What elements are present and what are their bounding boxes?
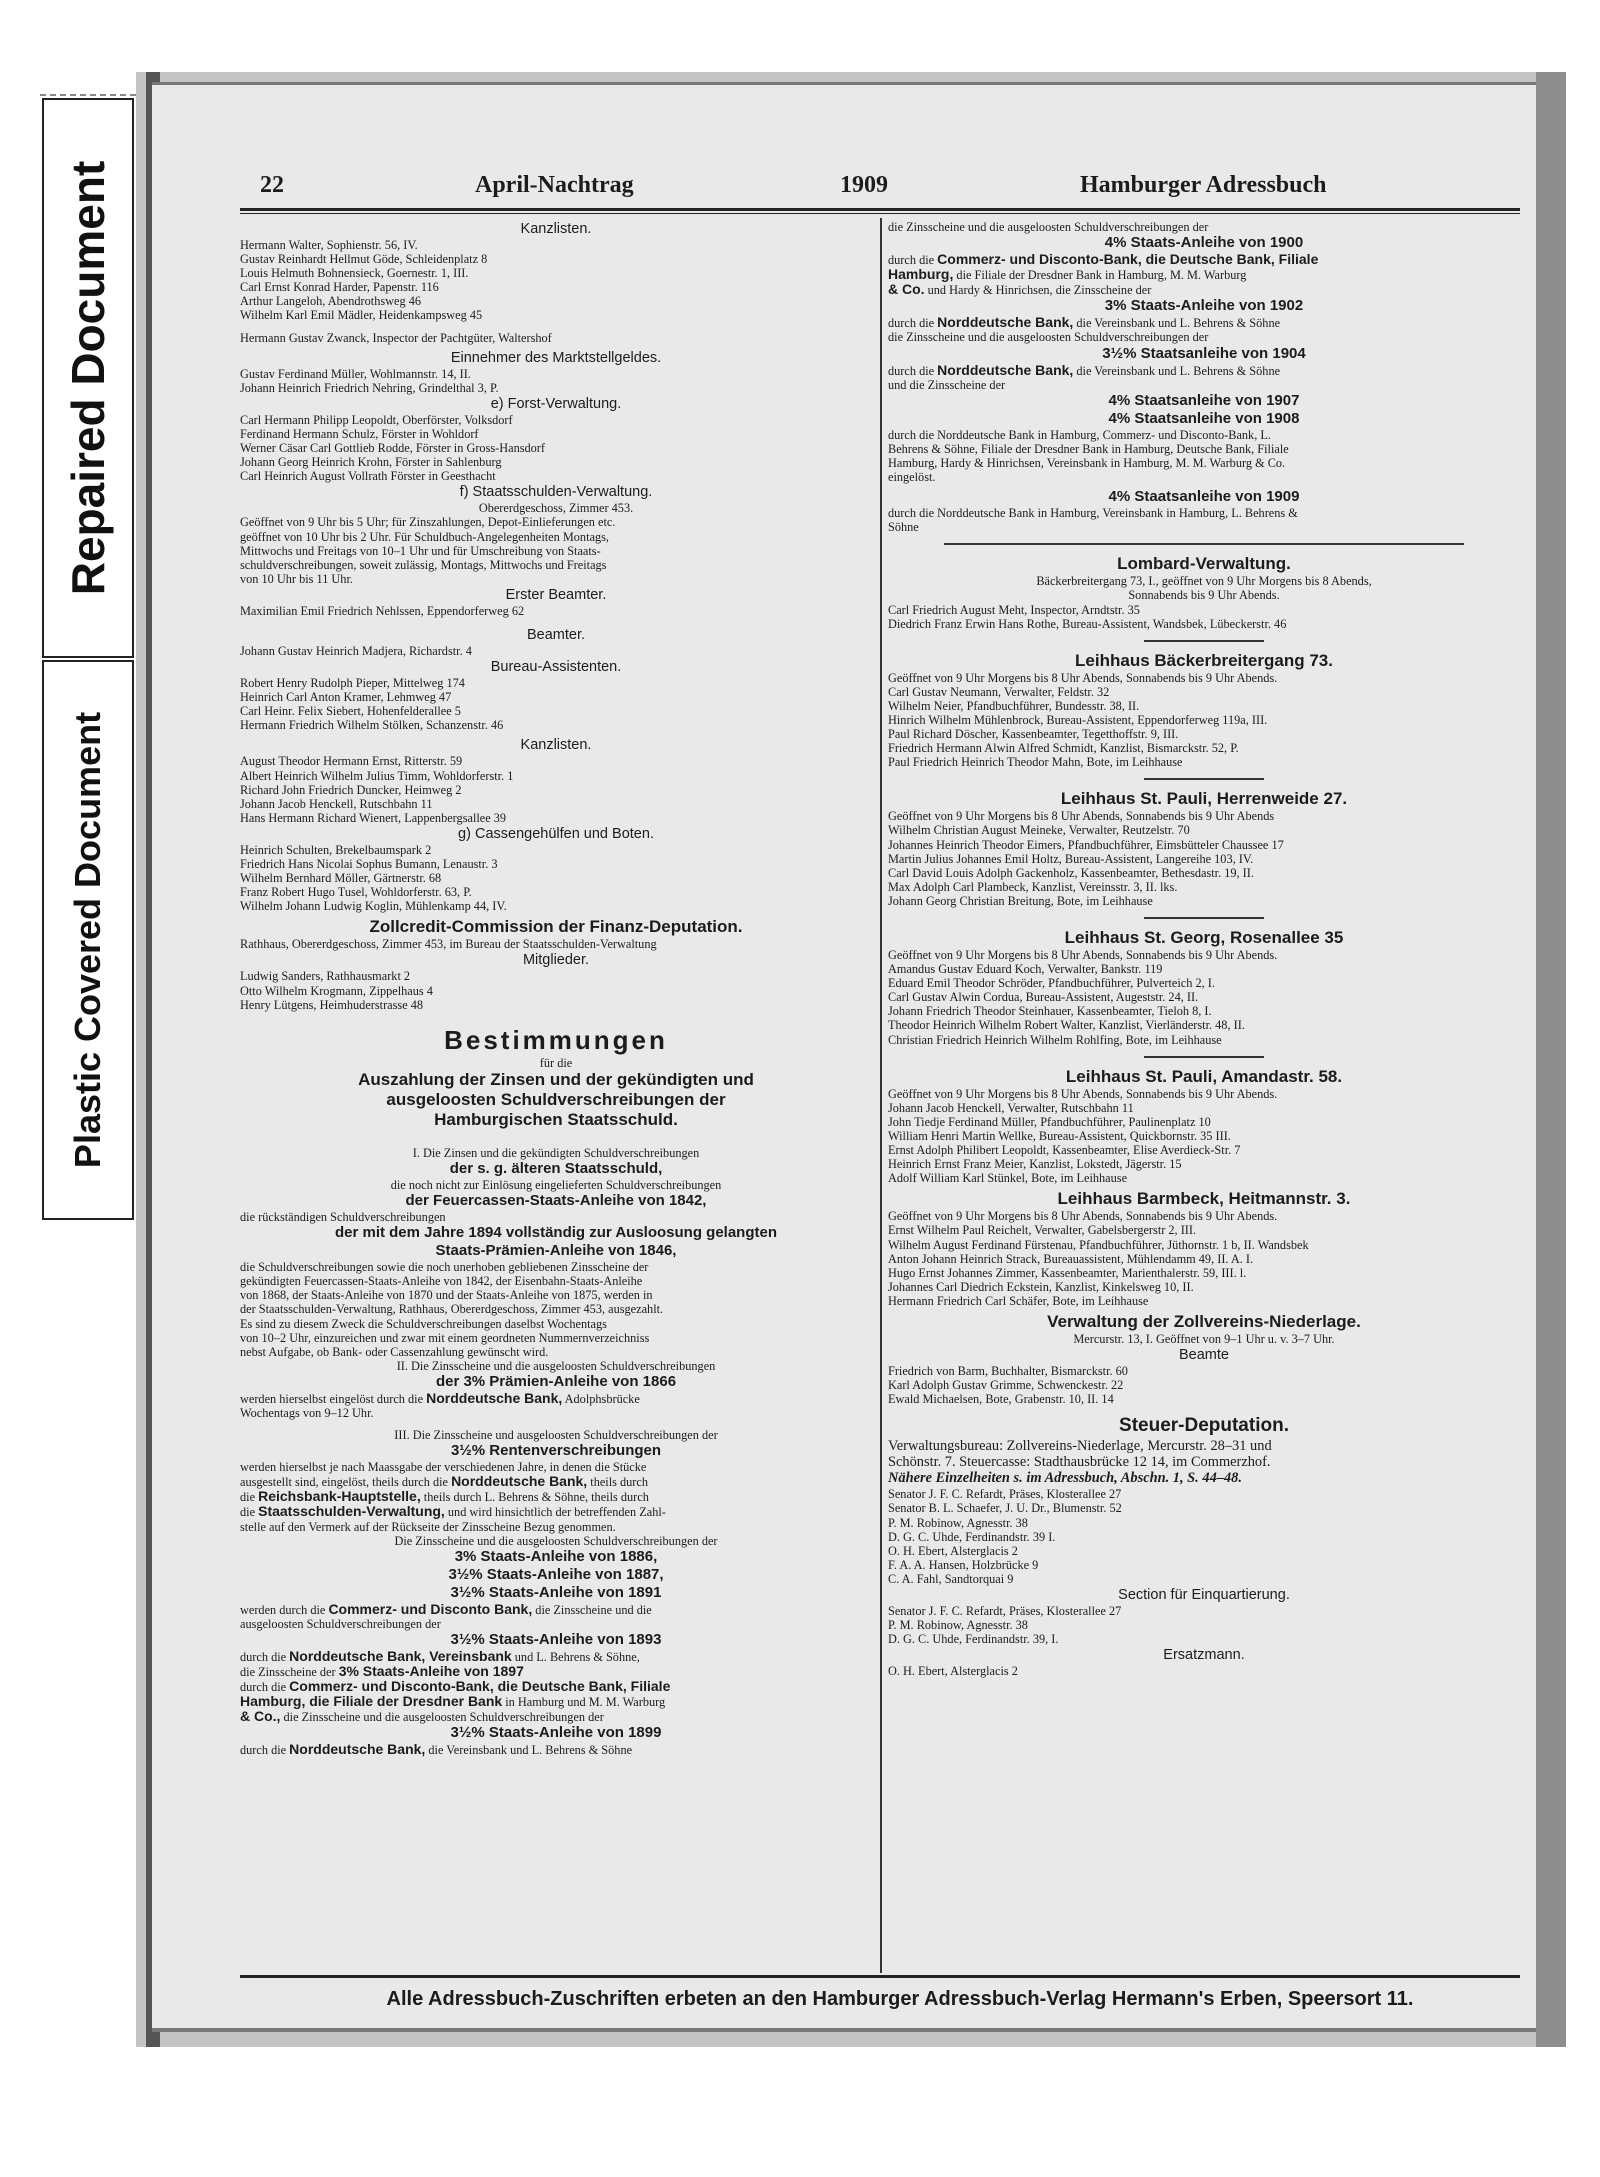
text-line: Söhne bbox=[888, 520, 919, 535]
line-text: durch die bbox=[240, 1649, 290, 1664]
bold-heading: 3½% Staats-Anleihe von 1893 bbox=[450, 1630, 662, 1648]
text-line bbox=[240, 1679, 872, 1694]
text-line: Geöffnet von 9 Uhr Morgens bis 8 Uhr Abends, Sonnabends bis 9 Uhr Abends bbox=[888, 809, 1275, 824]
text-line: und die Zinsscheine der bbox=[888, 377, 1006, 392]
text-line: Karl Adolph Gustav Grimme, Schwenckestr. 22 bbox=[888, 1378, 1124, 1393]
text-line: Ernst Adolph Philibert Leopoldt, Kassenbeamter, Elise Averdieck-Str. 7 bbox=[888, 1143, 1241, 1158]
text-line: die noch nicht zur Einlösung eingelieferten Schuldverschreibungen bbox=[390, 1177, 722, 1192]
bold-heading: 4% Staats-Anleihe von 1900 bbox=[1104, 234, 1304, 252]
bold-heading: 4% Staatsanleihe von 1908 bbox=[1108, 409, 1300, 427]
section-rule bbox=[1144, 640, 1264, 642]
text-line: Rathhaus, Obererdgeschoss, Zimmer 453, im Bureau der Staatsschulden-Verwaltung bbox=[240, 937, 657, 952]
text-line: die Zinsscheine und die ausgeloosten Schuldverschreibungen der bbox=[888, 330, 1209, 345]
text-line: Carl Gustav Alwin Cordua, Bureau-Assistent, Augeststr. 24, II. bbox=[888, 990, 1199, 1005]
text-line: Max Adolph Carl Plambeck, Kanzlist, Vereinsstr. 3, II. lks. bbox=[888, 879, 1178, 894]
text-line: John Tiedje Ferdinand Müller, Pfandbuchführer, Paulinenplatz 10 bbox=[888, 1114, 1211, 1129]
text-line: Martin Julius Johannes Emil Holtz, Bureau-Assistent, Langereihe 103, IV. bbox=[888, 851, 1254, 866]
text-line bbox=[240, 1709, 872, 1724]
footer-rule bbox=[240, 1975, 1520, 1978]
text-line: die Zinsscheine und die ausgeloosten Schuldverschreibungen der bbox=[888, 220, 1209, 234]
section-rule bbox=[1144, 1056, 1264, 1058]
dashed-edge-line bbox=[40, 94, 136, 96]
bold-heading: 3½% Rentenverschreibungen bbox=[450, 1442, 662, 1460]
line-text: in Hamburg und M. M. Warburg bbox=[502, 1695, 666, 1710]
section-heading: Kanzlisten. bbox=[520, 737, 592, 754]
text-line: Wilhelm Bernhard Möller, Gärtnerstr. 68 bbox=[240, 871, 442, 886]
text-line: Louis Helmuth Bohnensieck, Goernestr. 1, III. bbox=[240, 266, 469, 281]
text-line: Ludwig Sanders, Rathhausmarkt 2 bbox=[240, 969, 411, 984]
text-line: Hamburg, Hardy & Hinrichsen, Vereinsbank in Hamburg, M. M. Warburg & Co. bbox=[888, 455, 1286, 470]
spacer bbox=[240, 618, 872, 626]
section-heading: Einnehmer des Marktstellgeldes. bbox=[450, 349, 662, 366]
bold-heading: 3% Staats-Anleihe von 1886, bbox=[454, 1547, 658, 1565]
text-line bbox=[240, 1664, 872, 1679]
text-line: Sonnabends bis 9 Uhr Abends. bbox=[1128, 588, 1280, 603]
text-line: Hermann Gustav Zwanck, Inspector der Pachtgüter, Waltershof bbox=[240, 330, 552, 345]
text-line: Heinrich Ernst Franz Meier, Kanzlist, Lokstedt, Jägerstr. 15 bbox=[888, 1157, 1182, 1172]
text-line: Heinrich Carl Anton Kramer, Lehmweg 47 bbox=[240, 690, 452, 705]
text-line: die rückständigen Schuldverschreibungen bbox=[240, 1210, 446, 1225]
text-line: Robert Henry Rudolph Pieper, Mittelweg 174 bbox=[240, 676, 465, 691]
text-line: eingelöst. bbox=[888, 470, 936, 485]
bold-heading: 4% Staatsanleihe von 1909 bbox=[1108, 488, 1300, 506]
line-text: und wird hinsichtlich der betreffenden Zahl- bbox=[444, 1505, 666, 1520]
line-text: durch die bbox=[240, 1680, 290, 1695]
text-line bbox=[240, 1742, 872, 1757]
line-text: durch die bbox=[888, 316, 938, 331]
line-text: die bbox=[240, 1505, 259, 1520]
section-title: Zollcredit-Commission der Finanz-Deputation. bbox=[369, 917, 743, 937]
text-line: Johannes Carl Diedrich Eckstein, Kanzlist, Kinkelsweg 10, II. bbox=[888, 1279, 1194, 1294]
spacer bbox=[240, 323, 872, 331]
bold-heading: 3½% Staatsanleihe von 1904 bbox=[1102, 344, 1306, 362]
text-line bbox=[240, 1504, 872, 1519]
line-text: durch die bbox=[888, 253, 938, 268]
spacer bbox=[888, 1406, 1520, 1414]
text-line: Senator J. F. C. Refardt, Präses, Klosterallee 27 bbox=[888, 1487, 1122, 1502]
bank-name: Norddeutsche Bank, bbox=[937, 362, 1074, 378]
bold-heading: 4% Staatsanleihe von 1907 bbox=[1108, 391, 1300, 409]
text-line: Carl Hermann Philipp Leopoldt, Oberförster, Volksdorf bbox=[240, 412, 513, 427]
text-line bbox=[888, 363, 1520, 378]
text-line: Die Zinsscheine und die ausgeloosten Schuldverschreibungen der bbox=[394, 1533, 718, 1548]
text-line: Geöffnet von 9 Uhr Morgens bis 8 Uhr Abends, Sonnabends bis 9 Uhr Abends. bbox=[888, 948, 1278, 962]
text-line: Johann Jacob Henckell, Rutschbahn 11 bbox=[240, 796, 433, 811]
section-heading: g) Cassengehülfen und Boten. bbox=[458, 825, 654, 842]
text-line bbox=[888, 252, 1520, 267]
section-rule bbox=[1144, 778, 1264, 780]
text-line: Amandus Gustav Eduard Koch, Verwalter, Bankstr. 119 bbox=[888, 962, 1163, 977]
text-line: Hermann Friedrich Wilhelm Stölken, Schanzenstr. 46 bbox=[240, 718, 504, 733]
text-line: Senator B. L. Schaefer, J. U. Dr., Blumenstr. 52 bbox=[888, 1501, 1122, 1516]
text-line: D. G. C. Uhde, Ferdinandstr. 39, I. bbox=[888, 1632, 1059, 1647]
left-column bbox=[240, 220, 872, 1757]
text-line: Paul Richard Döscher, Kassenbeamter, Tegetthoffstr. 9, III. bbox=[888, 727, 1179, 742]
line-text: die Vereinsbank und L. Behrens & Söhne bbox=[1073, 316, 1281, 331]
header-title: Hamburger Adressbuch bbox=[1080, 172, 1327, 198]
line-text: die Zinsscheine und die ausgeloosten Schuldverschreibungen der bbox=[280, 1710, 604, 1725]
text-line: Hans Hermann Richard Wienert, Lappenbergsallee 39 bbox=[240, 810, 507, 825]
text-line: II. Die Zinsscheine und die ausgeloosten Schuldverschreibungen bbox=[396, 1358, 716, 1373]
text-line: Paul Friedrich Heinrich Theodor Mahn, Bote, im Leihhause bbox=[888, 755, 1183, 770]
text-line: Hinrich Wilhelm Mühlenbrock, Bureau-Assistent, Eppendorferweg 119a, III. bbox=[888, 712, 1268, 727]
line-text: die Vereinsbank und L. Behrens & Söhne bbox=[425, 1743, 633, 1758]
section-title: Leihhaus Barmbeck, Heitmannstr. 3. bbox=[1057, 1189, 1351, 1209]
text-line: Geöffnet von 9 Uhr Morgens bis 8 Uhr Abends, Sonnabends bis 9 Uhr Abends. bbox=[888, 1086, 1278, 1101]
bank-name: Norddeutsche Bank, bbox=[451, 1474, 588, 1490]
bold-heading: der 3% Prämien-Anleihe von 1866 bbox=[435, 1372, 677, 1390]
text-line: Gustav Reinhardt Hellmut Göde, Schleidenplatz 8 bbox=[240, 252, 488, 267]
text-line: Behrens & Söhne, Filiale der Dresdner Bank in Hamburg, Deutsche Bank, Filiale bbox=[888, 441, 1289, 456]
reference-note: Nähere Einzelheiten s. im Adressbuch, Abschn. 1, S. 44–48. bbox=[888, 1470, 1242, 1487]
bold-heading: Staats-Prämien-Anleihe von 1846, bbox=[435, 1242, 677, 1260]
text-line: F. A. A. Hansen, Holzbrücke 9 bbox=[888, 1557, 1039, 1572]
bank-name: Commerz- und Disconto-Bank, die Deutsche Bank, Filiale bbox=[289, 1679, 671, 1695]
text-line: P. M. Robinow, Agnesstr. 38 bbox=[888, 1515, 1028, 1530]
text-line: Johann Gustav Heinrich Madjera, Richardstr. 4 bbox=[240, 643, 472, 658]
text-line bbox=[240, 1391, 872, 1406]
line-text: die Zinsscheine und die bbox=[532, 1602, 652, 1617]
text-line: Adolf William Karl Stünkel, Bote, im Leihhause bbox=[888, 1171, 1128, 1186]
text-line: Friedrich Hermann Alwin Alfred Schmidt, Kanzlist, Bismarckstr. 52, P. bbox=[888, 741, 1239, 756]
spacer bbox=[240, 1420, 872, 1428]
section-title: Leihhaus Bäckerbreitergang 73. bbox=[1075, 650, 1333, 670]
text-line: Theodor Heinrich Wilhelm Robert Walter, Kanzlist, Vierländerstr. 48, II. bbox=[888, 1018, 1245, 1033]
bank-name: Hamburg, die Filiale der Dresdner Bank bbox=[240, 1694, 503, 1710]
text-line: der Staatsschulden-Verwaltung, Rathhaus, Obererdgeschoss, Zimmer 453, ausgezahlt. bbox=[240, 1302, 664, 1317]
bank-name: Commerz- und Disconto Bank, bbox=[328, 1601, 533, 1617]
line-text: die bbox=[240, 1490, 259, 1505]
text-line: Es sind zu diesem Zweck die Schuldverschreibungen daselbst Wochentags bbox=[240, 1316, 607, 1331]
text-line: Johann Georg Heinrich Krohn, Förster in Sahlenburg bbox=[240, 455, 502, 470]
text-line: Ernst Wilhelm Paul Reichelt, Verwalter, Gabelsbergerstr 2, III. bbox=[888, 1223, 1197, 1238]
section-title: Hamburgischen Staatsschuld. bbox=[434, 1109, 678, 1129]
text-line: Ewald Michaelsen, Bote, Grabenstr. 10, II. 14 bbox=[888, 1392, 1114, 1407]
text-line: Franz Robert Hugo Tusel, Wohldorferstr. 63, P. bbox=[240, 885, 472, 900]
right-column bbox=[888, 220, 1520, 1678]
text-line: Wilhelm Johann Ludwig Koglin, Mühlenkamp 44, IV. bbox=[240, 899, 507, 914]
repaired-document-text: Repaired Document bbox=[62, 160, 114, 596]
text-line: stelle auf den Vermerk auf der Rückseite der Zinsscheine Bezug genommen. bbox=[240, 1519, 616, 1534]
text-line bbox=[240, 1649, 872, 1664]
text-line: Hermann Friedrich Carl Schäfer, Bote, im Leihhause bbox=[888, 1293, 1149, 1308]
section-title: Verwaltung der Zollvereins-Niederlage. bbox=[1047, 1311, 1361, 1331]
section-heading: Section für Einquartierung. bbox=[1118, 1587, 1290, 1603]
text-line bbox=[888, 315, 1520, 330]
text-line: Hermann Walter, Sophienstr. 56, IV. bbox=[240, 238, 418, 252]
section-title: Auszahlung der Zinsen und der gekündigten und bbox=[358, 1069, 754, 1089]
page-header bbox=[240, 168, 1520, 210]
section-title: Leihhaus St. Georg, Rosenallee 35 bbox=[1064, 928, 1344, 947]
text-line: Christian Friedrich Heinrich Wilhelm Rohlfing, Bote, im Leihhause bbox=[888, 1032, 1222, 1047]
text-line: durch die Norddeutsche Bank in Hamburg, Commerz- und Disconto-Bank, L. bbox=[888, 427, 1271, 442]
main-title: Bestimmungen bbox=[444, 1024, 668, 1055]
plastic-covered-text: Plastic Covered Document bbox=[67, 711, 108, 1169]
section-heading: Erster Beamter. bbox=[505, 586, 607, 603]
page-right-shadow bbox=[1536, 72, 1566, 2047]
text-line: Eduard Emil Theodor Schröder, Pfandbuchführer, Pulverteich 2, I. bbox=[888, 976, 1215, 991]
text-line: Friedrich Hans Nicolai Sophus Bumann, Lenaustr. 3 bbox=[240, 857, 498, 871]
text-line bbox=[240, 1489, 872, 1504]
text-line: Schönstr. 7. Steuercasse: Stadthausbrücke 12 14, im Commerzhof. bbox=[888, 1454, 1271, 1471]
text-line: werden hierselbst je nach Maassgabe der verschiedenen Jahre, in denen die Stücke bbox=[240, 1460, 647, 1475]
text-line: Carl Ernst Konrad Harder, Papenstr. 116 bbox=[240, 280, 439, 295]
text-line: Heinrich Schulten, Brekelbaumspark 2 bbox=[240, 842, 432, 857]
line-text: theils durch L. Behrens & Söhne, theils durch bbox=[420, 1490, 649, 1505]
text-line bbox=[240, 1694, 872, 1709]
text-line: nebst Aufgabe, ob Bank- oder Cassenzahlung gewünscht wird. bbox=[240, 1344, 549, 1359]
text-line: Senator J. F. C. Refardt, Präses, Klosterallee 27 bbox=[888, 1604, 1122, 1618]
bold-heading: 3½% Staats-Anleihe von 1887, bbox=[448, 1565, 664, 1583]
footer-note: Alle Adressbuch-Zuschriften erbeten an den Hamburger Adressbuch-Verlag Hermann's Erben, Speersort 11. bbox=[386, 1988, 1414, 2010]
text-line: C. A. Fahl, Sandtorquai 9 bbox=[888, 1571, 1014, 1586]
text-line: die Schuldverschreibungen sowie die noch unerhoben gebliebenen Zinsscheine der bbox=[240, 1260, 649, 1275]
text-line: Anton Johann Heinrich Strack, Bureauassistent, Mühlendamm 49, II. A. I. bbox=[888, 1251, 1254, 1266]
header-rule-thin bbox=[240, 213, 1520, 214]
line-text: ausgestellt sind, eingelöst, theils durch die bbox=[240, 1475, 452, 1490]
bank-name: Norddeutsche Bank, bbox=[289, 1742, 426, 1758]
bank-name: Norddeutsche Bank, bbox=[426, 1390, 563, 1406]
text-line: Albert Heinrich Wilhelm Julius Timm, Wohldorferstr. 1 bbox=[240, 768, 514, 783]
section-rule bbox=[1144, 917, 1264, 919]
bank-name: Norddeutsche Bank, bbox=[937, 315, 1074, 331]
text-line: Wochentags von 9–12 Uhr. bbox=[240, 1405, 374, 1420]
bold-heading: der Feuercassen-Staats-Anleihe von 1842, bbox=[405, 1192, 707, 1210]
section-title: Leihhaus St. Pauli, Amandastr. 58. bbox=[1065, 1066, 1343, 1086]
text-line bbox=[888, 267, 1520, 282]
text-line: von 10 Uhr bis 11 Uhr. bbox=[240, 571, 353, 586]
text-line: Carl Heinr. Felix Siebert, Hohenfelderallee 5 bbox=[240, 704, 461, 719]
line-text: theils durch bbox=[587, 1475, 648, 1490]
text-line: P. M. Robinow, Agnesstr. 38 bbox=[888, 1618, 1028, 1633]
text-line: I. Die Zinsen und die gekündigten Schuldverschreibungen bbox=[412, 1145, 700, 1160]
section-heading: f) Staatsschulden-Verwaltung. bbox=[459, 484, 653, 501]
bold-heading: 3½% Staats-Anleihe von 1899 bbox=[450, 1724, 662, 1742]
line-text: die Vereinsbank und L. Behrens & Söhne bbox=[1073, 363, 1281, 378]
text-line: Mercurstr. 13, I. Geöffnet von 9–1 Uhr u. v. 3–7 Uhr. bbox=[1073, 1331, 1335, 1346]
page-number: 22 bbox=[260, 172, 284, 198]
text-line: Johann Jacob Henckell, Verwalter, Rutschbahn 11 bbox=[888, 1100, 1134, 1115]
section-heading: Mitglieder. bbox=[522, 952, 590, 969]
text-line: Wilhelm August Ferdinand Fürstenau, Pfandbuchführer, Jüthornstr. 1 b, II. Wandsbek bbox=[888, 1237, 1309, 1252]
bank-name: Norddeutsche Bank, Vereinsbank bbox=[289, 1648, 512, 1664]
line-text: und L. Behrens & Söhne, bbox=[511, 1649, 640, 1664]
text-line: Geöffnet von 9 Uhr Morgens bis 8 Uhr Abends, Sonnabends bis 9 Uhr Abends. bbox=[888, 670, 1278, 685]
bold-heading: der s. g. älteren Staatsschuld, bbox=[449, 1159, 663, 1177]
line-text: durch die bbox=[240, 1743, 290, 1758]
text-line: Arthur Langeloh, Abendrothsweg 46 bbox=[240, 294, 422, 309]
header-year: 1909 bbox=[840, 172, 888, 198]
text-line bbox=[240, 1602, 872, 1617]
text-line: O. H. Ebert, Alsterglacis 2 bbox=[888, 1664, 1018, 1679]
text-line bbox=[888, 282, 1520, 297]
text-line: Carl Heinrich August Vollrath Förster in Geesthacht bbox=[240, 469, 496, 484]
text-line: III. Die Zinsscheine und ausgeloosten Schuldverschreibungen der bbox=[394, 1428, 718, 1443]
section-heading: Ersatzmann. bbox=[1163, 1647, 1245, 1664]
text-line bbox=[240, 1474, 872, 1489]
bank-name: Staatsschulden-Verwaltung, bbox=[258, 1504, 445, 1520]
text-line: Obererdgeschoss, Zimmer 453. bbox=[478, 501, 634, 516]
bold-heading: 3½% Staats-Anleihe von 1891 bbox=[450, 1583, 662, 1601]
section-rule bbox=[944, 543, 1464, 545]
section-heading: Kanzlisten. bbox=[520, 221, 592, 237]
text-line: Carl Gustav Neumann, Verwalter, Feldstr. 32 bbox=[888, 684, 1110, 699]
text-line: Carl Friedrich August Meht, Inspector, Arndtstr. 35 bbox=[888, 602, 1140, 617]
line-text: durch die bbox=[888, 363, 938, 378]
text-line: Johann Heinrich Friedrich Nehring, Grindelthal 3, P. bbox=[240, 380, 499, 395]
bank-name: Reichsbank-Hauptstelle, bbox=[258, 1489, 421, 1505]
line-text: die Zinsscheine der bbox=[240, 1665, 339, 1679]
text-line: Bäckerbreitergang 73, I., geöffnet von 9 Uhr Morgens bis 8 Abends, bbox=[1036, 574, 1372, 589]
text-line: Werner Cäsar Carl Gottlieb Rodde, Förster in Gross-Hansdorf bbox=[240, 441, 545, 456]
text-line: Geöffnet von 9 Uhr Morgens bis 8 Uhr Abends, Sonnabends bis 9 Uhr Abends. bbox=[888, 1209, 1278, 1224]
bank-name: Commerz- und Disconto-Bank, die Deutsche Bank, Filiale bbox=[937, 252, 1319, 268]
text-line: Henry Lütgens, Heimhuderstrasse 48 bbox=[240, 997, 424, 1012]
line-text: werden durch die bbox=[240, 1602, 329, 1617]
bank-name: & Co., bbox=[240, 1709, 281, 1725]
text-line: Hugo Ernst Johannes Zimmer, Kassenbeamter, Marienthalerstr. 59, III. l. bbox=[888, 1265, 1247, 1280]
text-line: Ferdinand Hermann Schulz, Förster in Wohldorf bbox=[240, 426, 479, 441]
spacer bbox=[240, 1012, 872, 1024]
bank-name: & Co. bbox=[888, 282, 925, 298]
text-line: Maximilian Emil Friedrich Nehlssen, Eppendorferweg 62 bbox=[240, 603, 525, 618]
major-heading: Steuer-Deputation. bbox=[1119, 1415, 1289, 1437]
section-title: ausgeloosten Schuldverschreibungen der bbox=[386, 1089, 726, 1109]
line-text: die Filiale der Dresdner Bank in Hamburg, M. M. Warburg bbox=[953, 268, 1247, 283]
text-line: Gustav Ferdinand Müller, Wohlmannstr. 14, II. bbox=[240, 366, 471, 381]
text-line: Wilhelm Christian August Meineke, Verwalter, Reutzelstr. 70 bbox=[888, 823, 1190, 838]
text-line: D. G. C. Uhde, Ferdinandstr. 39 I. bbox=[888, 1529, 1056, 1544]
text-line: Wilhelm Karl Emil Mädler, Heidenkampsweg 45 bbox=[240, 308, 483, 323]
plastic-covered-label bbox=[42, 660, 134, 1220]
text-line: Mittwochs und Freitags von 10–1 Uhr und für Umschreibung von Staats- bbox=[240, 543, 601, 558]
text-line: Otto Wilhelm Krogmann, Zippelhaus 4 bbox=[240, 983, 433, 998]
section-title: Lombard-Verwaltung. bbox=[1117, 554, 1291, 574]
text-line: Richard John Friedrich Duncker, Heimweg 2 bbox=[240, 782, 462, 797]
text-line: von 1868, der Staats-Anleihe von 1870 und der Staats-Anleihe von 1875, werden in bbox=[240, 1288, 653, 1303]
text-line: Verwaltungsbureau: Zollvereins-Niederlage, Mercurstr. 28–31 und bbox=[888, 1438, 1272, 1455]
section-heading: e) Forst-Verwaltung. bbox=[490, 395, 622, 412]
text-line: schuldverschreibungen, soweit zulässig, Montags, Mittwochs und Freitags bbox=[240, 557, 607, 572]
text-line: Carl David Louis Adolph Gackenholz, Kassenbeamter, Bethesdastr. 19, II. bbox=[888, 865, 1254, 880]
text-line: Wilhelm Neier, Pfandbuchführer, Bundesstr. 38, II. bbox=[888, 698, 1140, 713]
text-line: William Henri Martin Wellke, Bureau-Assistent, Quickbornstr. 35 III. bbox=[888, 1128, 1231, 1143]
text-line: gekündigten Feuercassen-Staats-Anleihe von 1842, der Eisenbahn-Staats-Anleihe bbox=[240, 1274, 643, 1289]
line-text: und Hardy & Hinrichsen, die Zinsscheine der bbox=[924, 283, 1152, 298]
text-line: Friedrich von Barm, Buchhalter, Bismarckstr. 60 bbox=[888, 1364, 1128, 1379]
text-line: durch die Norddeutsche Bank in Hamburg, Vereinsbank in Hamburg, L. Behrens & bbox=[888, 506, 1298, 521]
text-line: Geöffnet von 9 Uhr bis 5 Uhr; für Zinszahlungen, Depot-Einlieferungen etc. bbox=[240, 515, 616, 530]
bold-heading: der mit dem Jahre 1894 vollständig zur Ausloosung gelangten bbox=[334, 1224, 778, 1242]
text-line: Johannes Heinrich Theodor Eimers, Pfandbuchführer, Eimsbütteler Chaussee 17 bbox=[888, 837, 1284, 852]
section-heading: Beamte bbox=[1179, 1347, 1229, 1364]
text-line: O. H. Ebert, Alsterglacis 2 bbox=[888, 1543, 1018, 1558]
spacer bbox=[240, 1130, 872, 1146]
repaired-document-label bbox=[42, 98, 134, 658]
text-line: August Theodor Hermann Ernst, Ritterstr. 59 bbox=[240, 754, 463, 769]
section-title: Leihhaus St. Pauli, Herrenweide 27. bbox=[1060, 789, 1348, 809]
bold-heading: 3% Staats-Anleihe von 1902 bbox=[1104, 297, 1304, 315]
header-rule bbox=[240, 208, 1520, 211]
line-text: Adolphsbrücke bbox=[562, 1391, 640, 1406]
bank-name: 3% Staats-Anleihe von 1897 bbox=[338, 1664, 524, 1679]
header-section: April-Nachtrag bbox=[475, 172, 634, 198]
text-line: für die bbox=[539, 1055, 573, 1070]
text-line: von 10–2 Uhr, einzureichen und zwar mit einem geordneten Nummernverzeichniss bbox=[240, 1330, 650, 1345]
line-text: werden hierselbst eingelöst durch die bbox=[240, 1391, 427, 1406]
section-heading: Beamter. bbox=[526, 626, 586, 643]
text-line: Johann Friedrich Theodor Steinhauer, Kassenbeamter, Tieloh 8, I. bbox=[888, 1004, 1212, 1019]
text-line: ausgeloosten Schuldverschreibungen der bbox=[240, 1616, 441, 1631]
text-line: geöffnet von 10 Uhr bis 2 Uhr. Für Schuldbuch-Angelegenheiten Montags, bbox=[240, 529, 609, 544]
column-divider bbox=[880, 218, 882, 1973]
bank-name: Hamburg, bbox=[888, 267, 954, 283]
text-line: Diedrich Franz Erwin Hans Rothe, Bureau-Assistent, Wandsbek, Lübeckerstr. 46 bbox=[888, 616, 1287, 631]
text-line: Johann Georg Christian Breitung, Bote, im Leihhause bbox=[888, 893, 1153, 908]
section-heading: Bureau-Assistenten. bbox=[490, 659, 622, 676]
